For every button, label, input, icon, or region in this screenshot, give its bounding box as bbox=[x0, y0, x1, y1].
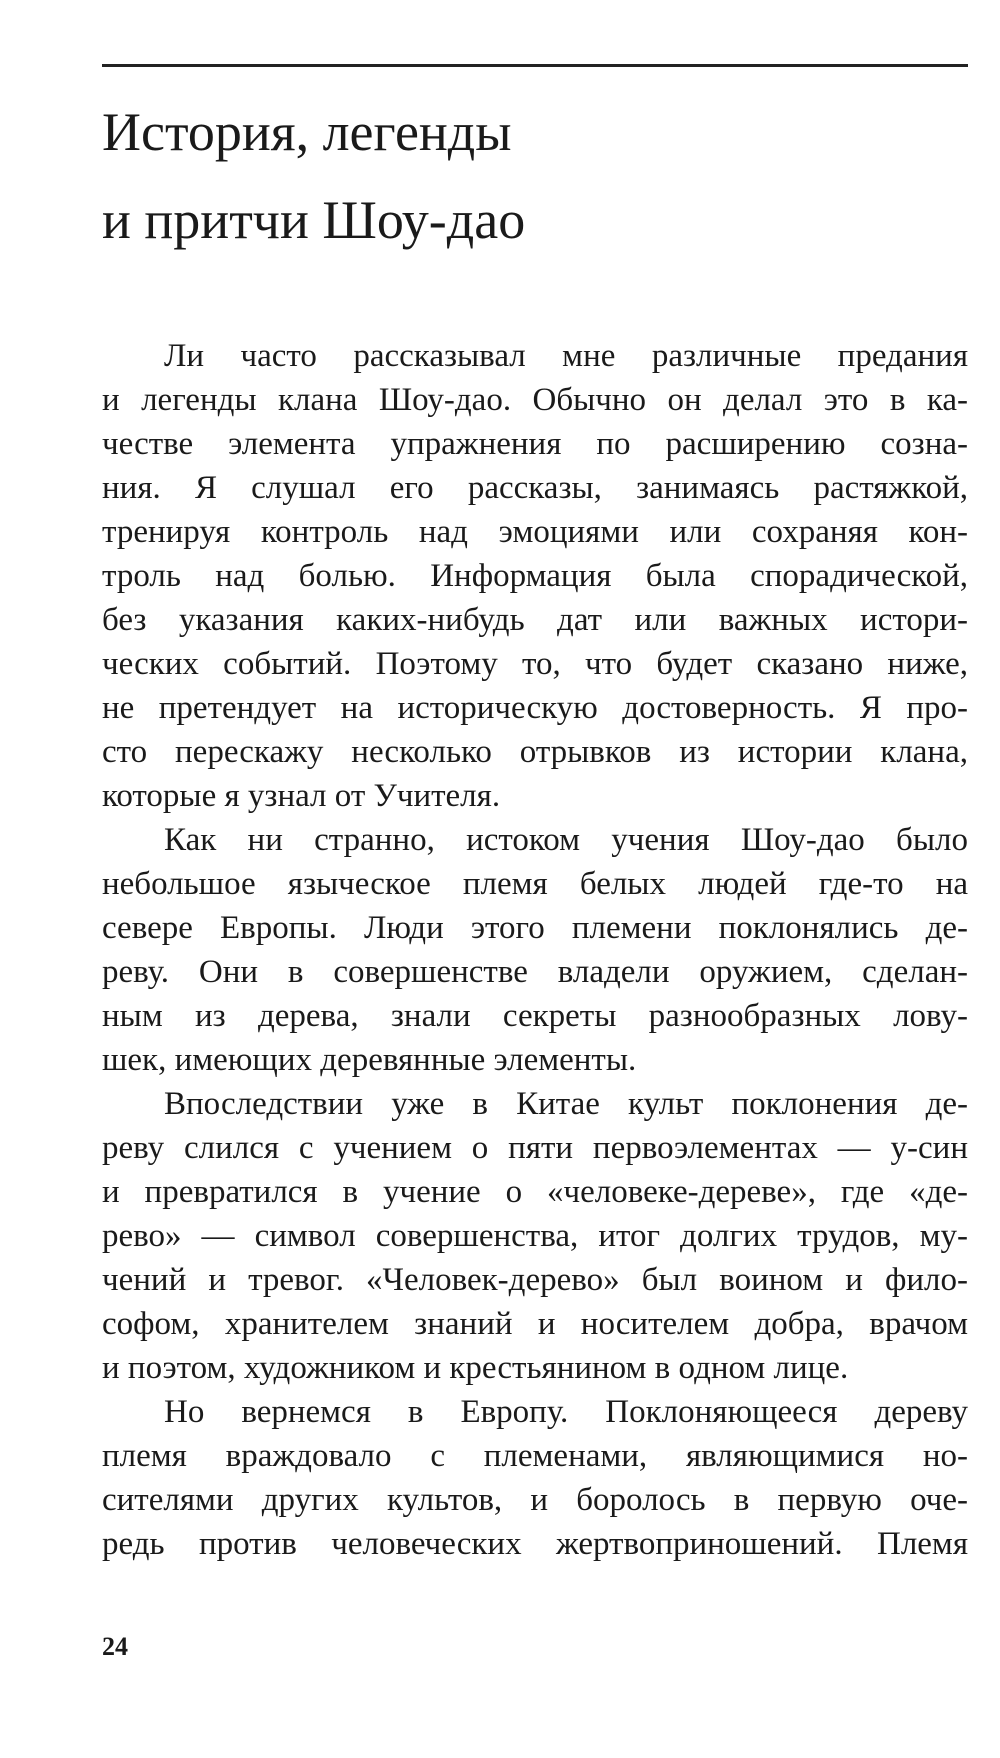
chapter-title-line: История, легенды bbox=[102, 102, 512, 162]
text-line: без указания каких-нибудь дат или важных истори- bbox=[102, 602, 968, 638]
text-line: которые я узнал от Учителя. bbox=[102, 778, 501, 814]
text-line: рево» — символ совершенства, итог долгих трудов, му- bbox=[102, 1218, 968, 1254]
text-line: и легенды клана Шоу-дао. Обычно он делал это в ка- bbox=[102, 382, 968, 418]
text-line: чений и тревог. «Человек-дерево» был воином и фило- bbox=[102, 1262, 968, 1298]
paragraph bbox=[102, 1390, 968, 1566]
text-line: Впоследствии уже в Китае культ поклонения де- bbox=[164, 1086, 968, 1122]
chapter-title bbox=[102, 88, 902, 264]
paragraph bbox=[102, 1082, 968, 1390]
paragraph bbox=[102, 334, 968, 818]
text-line: племя враждовало с племенами, являющимися но- bbox=[102, 1438, 968, 1474]
text-line: редь против человеческих жертвоприношений. Племя bbox=[102, 1526, 968, 1562]
header-rule bbox=[102, 64, 968, 67]
text-line: шек, имеющих деревянные элементы. bbox=[102, 1042, 637, 1078]
body-text bbox=[102, 334, 968, 1566]
paragraph bbox=[102, 818, 968, 1082]
text-line: ным из дерева, знали секреты разнообразных лову- bbox=[102, 998, 968, 1034]
text-line: софом, хранителем знаний и носителем добра, врачом bbox=[102, 1306, 968, 1342]
text-line: тренируя контроль над эмоциями или сохраняя кон- bbox=[102, 514, 968, 550]
text-line: сто перескажу несколько отрывков из истории клана, bbox=[102, 734, 968, 770]
text-line: Ли часто рассказывал мне различные предания bbox=[164, 338, 968, 374]
text-line: севере Европы. Люди этого племени поклонялись де- bbox=[102, 910, 968, 946]
text-line: троль над болью. Информация была спорадической, bbox=[102, 558, 968, 594]
text-line: небольшое языческое племя белых людей где-то на bbox=[102, 866, 968, 902]
text-line: ния. Я слушал его рассказы, занимаясь растяжкой, bbox=[102, 470, 968, 506]
text-line: реву. Они в совершенстве владели оружием, сделан- bbox=[102, 954, 968, 990]
text-line: и превратился в учение о «человеке-дереве», где «де- bbox=[102, 1174, 968, 1210]
text-line: сителями других культов, и боролось в первую оче- bbox=[102, 1482, 968, 1518]
text-line: и поэтом, художником и крестьянином в одном лице. bbox=[102, 1350, 849, 1386]
text-line: Как ни странно, истоком учения Шоу-дао было bbox=[164, 822, 968, 858]
chapter-title-line: и притчи Шоу-дао bbox=[102, 190, 526, 250]
text-line: ческих событий. Поэтому то, что будет сказано ниже, bbox=[102, 646, 968, 682]
text-line: честве элемента упражнения по расширению созна- bbox=[102, 426, 968, 462]
page-number: 24 bbox=[102, 1632, 128, 1661]
text-line: реву слился с учением о пяти первоэлементах — у-син bbox=[102, 1130, 968, 1166]
text-line: Но вернемся в Европу. Поклоняющееся дереву bbox=[164, 1394, 968, 1430]
text-line: не претендует на историческую достоверность. Я про- bbox=[102, 690, 968, 726]
